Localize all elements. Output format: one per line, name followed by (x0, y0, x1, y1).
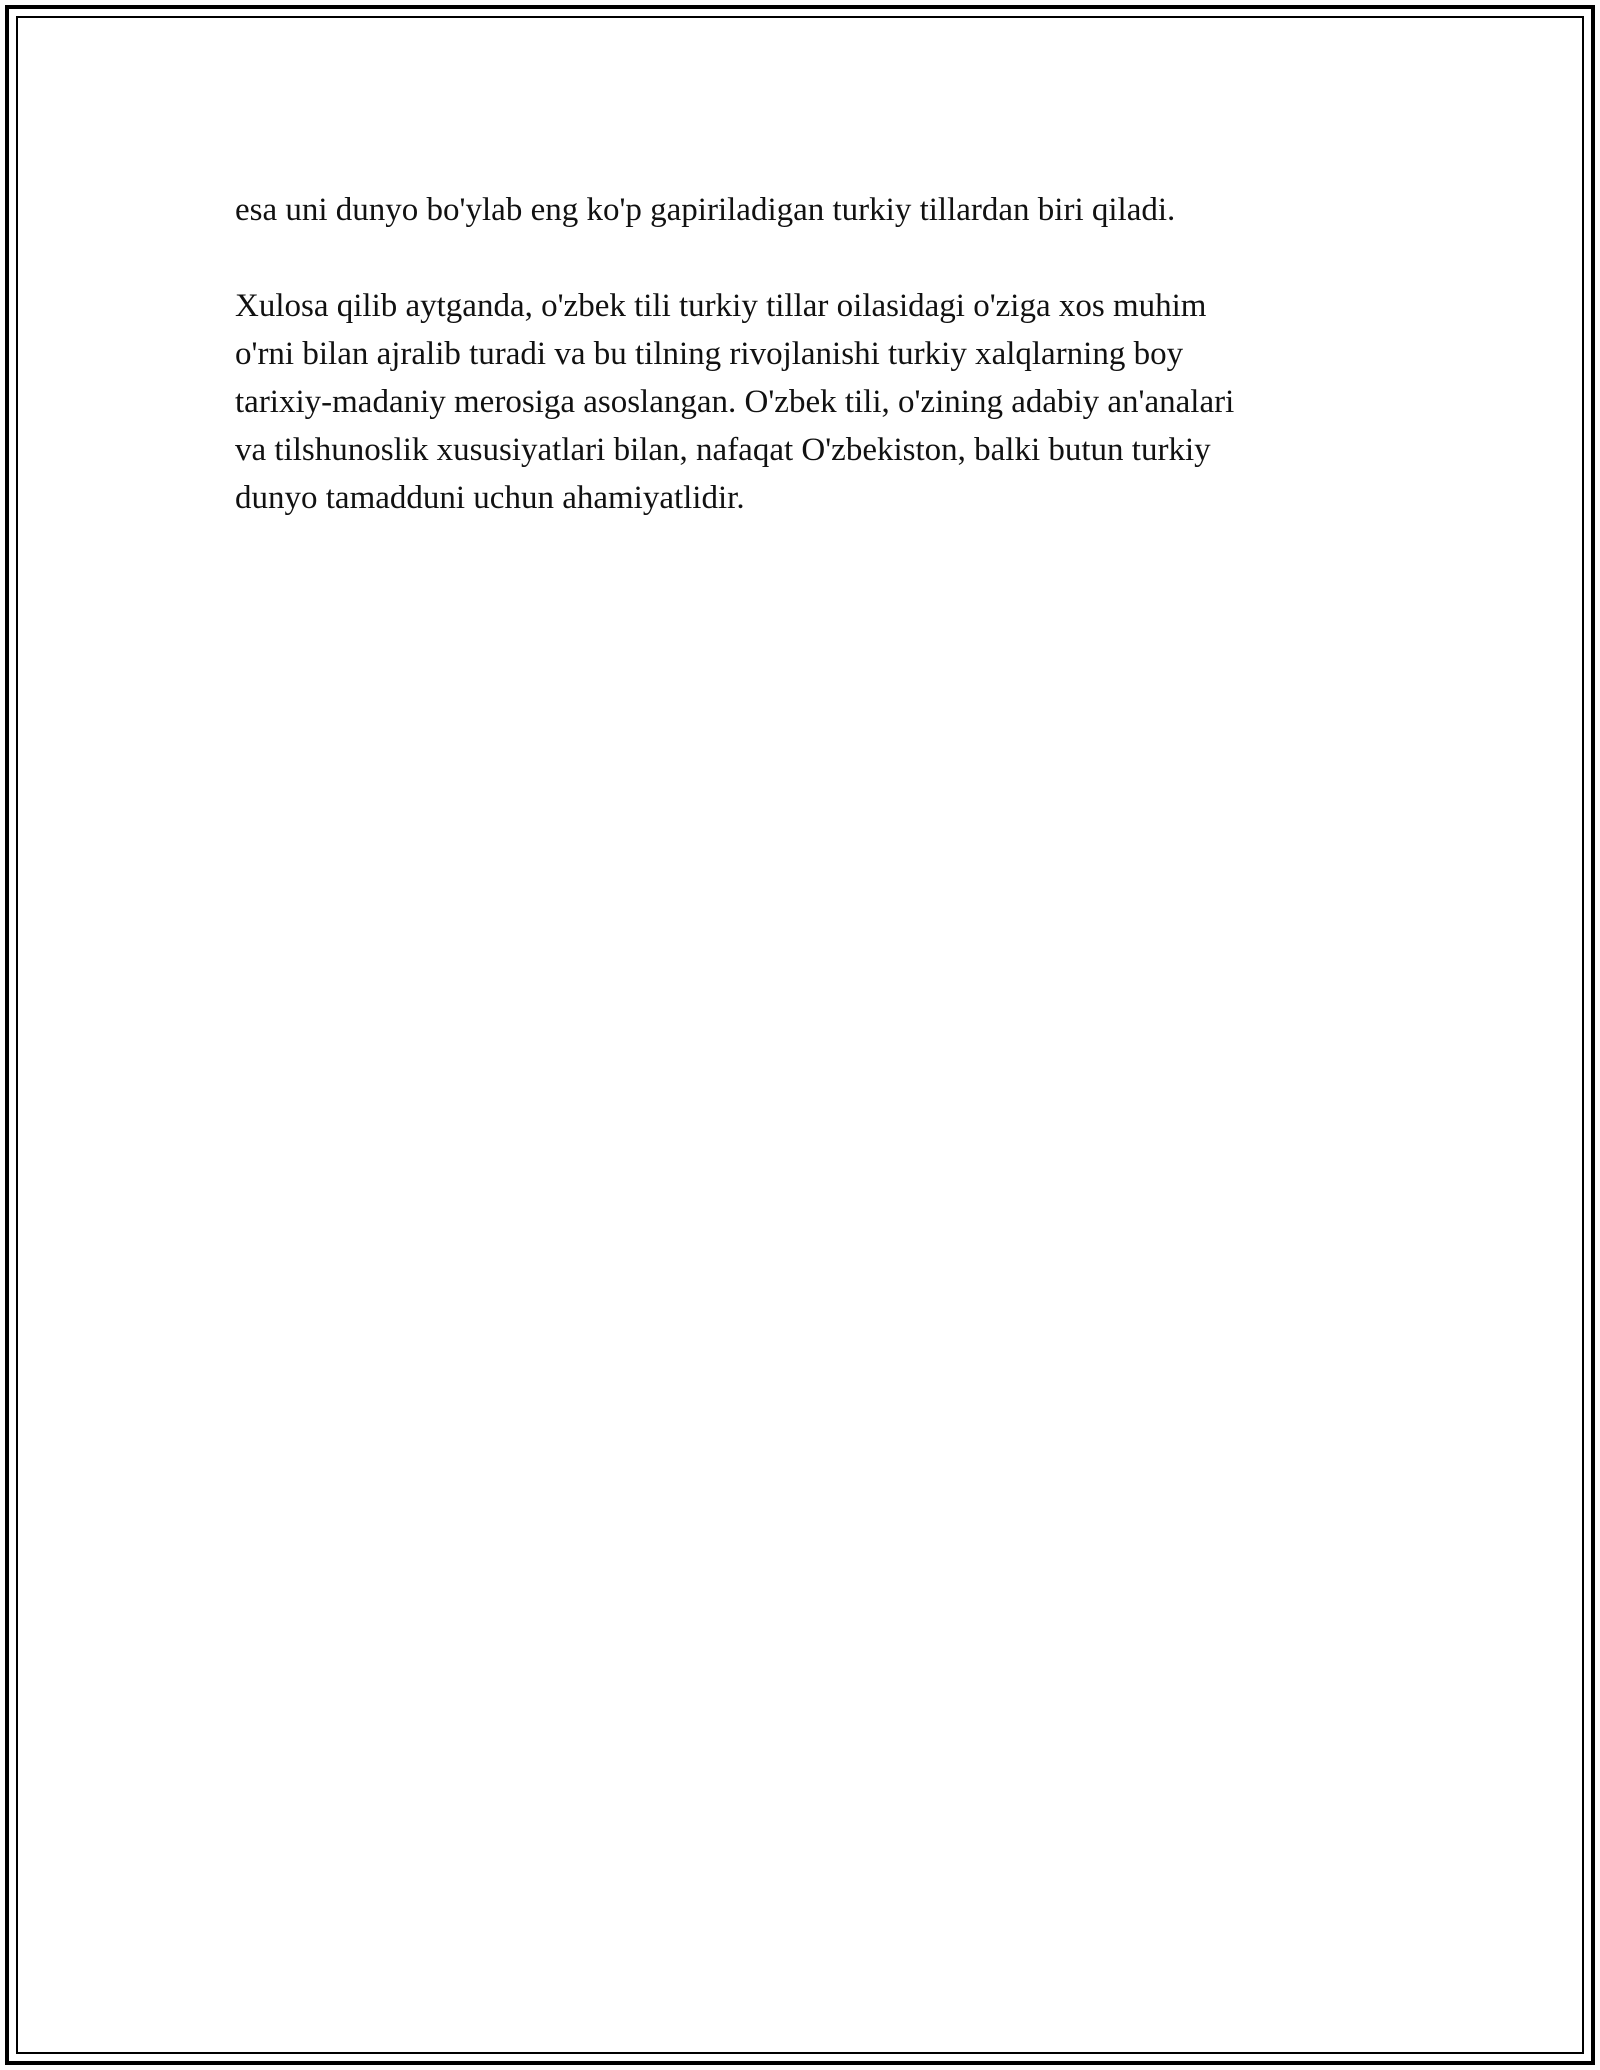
text-line: o'rni bilan ajralib turadi va bu tilning rivojlanishi turkiy xalqlarning boy (235, 336, 1184, 372)
paragraph-continuation (235, 186, 1365, 234)
text-line: dunyo tamadduni uchun ahamiyatlidir. (235, 480, 745, 516)
document-body (235, 186, 1365, 522)
text-line: tarixiy-madaniy merosiga asoslangan. O'zbek tili, o'zining adabiy an'analari (235, 384, 1235, 420)
paragraph-conclusion (235, 282, 1365, 522)
text-line: esa uni dunyo bo'ylab eng ko'p gapiriladigan turkiy tillardan biri qiladi. (235, 192, 1176, 228)
text-line: Xulosa qilib aytganda, o'zbek tili turkiy tillar oilasidagi o'ziga xos muhim (235, 288, 1207, 324)
text-line: va tilshunoslik xususiyatlari bilan, nafaqat O'zbekiston, balki butun turkiy (235, 432, 1211, 468)
